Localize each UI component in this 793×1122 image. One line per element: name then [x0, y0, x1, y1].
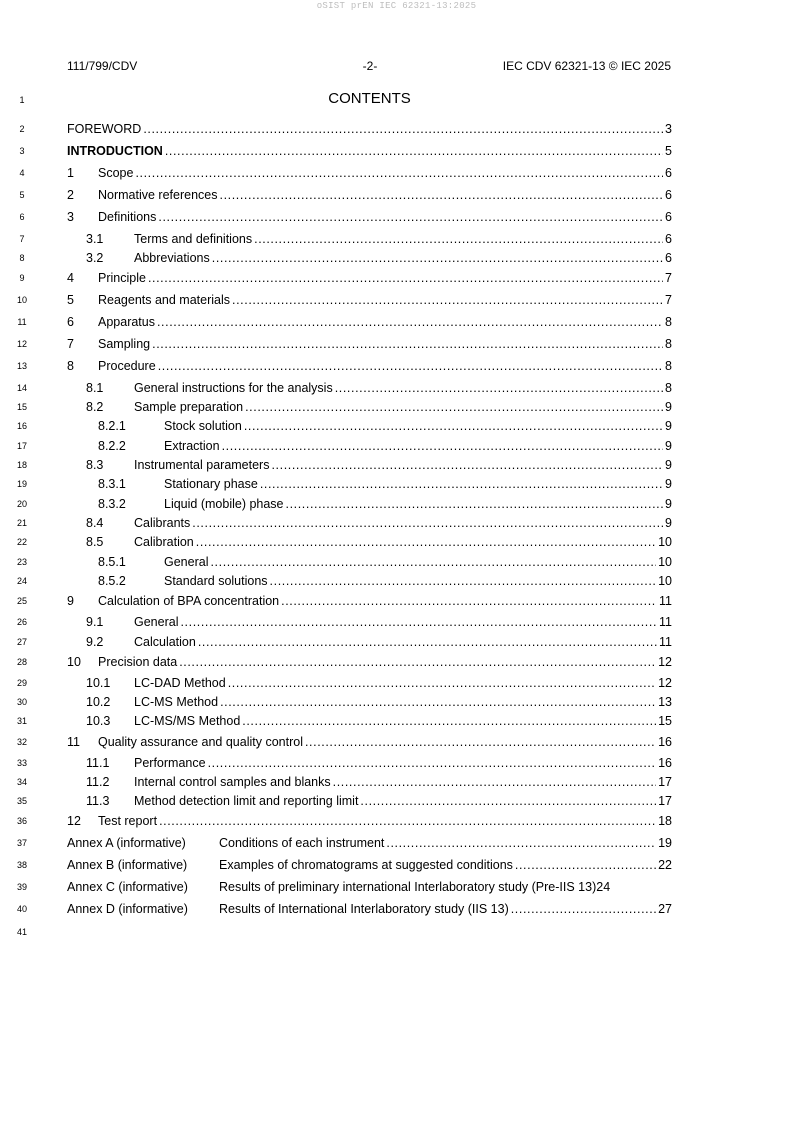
toc-entry-8-2[interactable] — [67, 399, 672, 415]
toc-label: Calibration — [134, 535, 194, 549]
toc-page: 3 — [665, 122, 672, 136]
leader-dots — [228, 675, 656, 691]
line-number: 21 — [16, 518, 27, 528]
toc-number: 11.1 — [86, 756, 110, 770]
toc-page: 13 — [658, 695, 672, 709]
line-number: 3 — [19, 146, 25, 156]
toc-page: 8 — [665, 315, 672, 329]
toc-page: 17 — [658, 775, 672, 789]
toc-label: Quality assurance and quality control — [98, 735, 303, 749]
leader-dots — [210, 554, 656, 570]
toc-entry-9-2[interactable] — [67, 634, 672, 650]
line-number: 38 — [16, 860, 27, 870]
toc-entry-8-5-1[interactable] — [67, 554, 672, 570]
line-number: 35 — [16, 796, 27, 806]
toc-label: Principle — [98, 271, 146, 285]
toc-entry-3[interactable] — [67, 209, 672, 225]
leader-dots — [254, 231, 663, 247]
line-number: 7 — [19, 234, 25, 244]
leader-dots — [135, 165, 663, 181]
line-number: 14 — [16, 383, 27, 393]
toc-entry-3-1[interactable] — [67, 231, 672, 247]
toc-page: 19 — [658, 836, 672, 850]
toc-number: 8.5.2 — [98, 574, 126, 588]
toc-entry-8-5-2[interactable] — [67, 573, 672, 589]
toc-entry-8-3[interactable] — [67, 457, 672, 473]
toc-entry-9[interactable] — [67, 593, 672, 609]
leader-dots — [286, 496, 664, 512]
leader-dots — [335, 380, 663, 396]
toc-label: Scope — [98, 166, 134, 180]
leader-dots — [143, 121, 663, 137]
toc-entry-4[interactable] — [67, 270, 672, 286]
toc-page: 9 — [665, 419, 672, 433]
leader-dots — [360, 793, 656, 809]
leader-dots — [220, 187, 664, 203]
toc-entry-8-3-2[interactable] — [67, 496, 672, 512]
leader-dots — [180, 614, 657, 630]
line-number: 9 — [19, 273, 25, 283]
toc-page: 12 — [658, 655, 672, 669]
line-number: 28 — [16, 657, 27, 667]
line-number: 27 — [16, 637, 27, 647]
toc-page: 7 — [665, 271, 672, 285]
toc-number: Annex D (informative) — [67, 902, 188, 916]
line-number: 12 — [16, 339, 27, 349]
leader-dots — [158, 209, 663, 225]
line-number: 34 — [16, 777, 27, 787]
leader-dots — [270, 573, 657, 589]
toc-number: 1 — [67, 166, 74, 180]
toc-entry-8-2-2[interactable] — [67, 438, 672, 454]
toc-entry-5[interactable] — [67, 292, 672, 308]
toc-page: 8 — [665, 359, 672, 373]
leader-dots — [157, 314, 663, 330]
line-number: 8 — [19, 253, 25, 263]
toc-page: 10 — [658, 555, 672, 569]
toc-number: 8.2 — [86, 400, 104, 414]
toc-entry-9-1[interactable] — [67, 614, 672, 630]
toc-label: Normative references — [98, 188, 218, 202]
toc-label: Calculation of BPA concentration — [98, 594, 280, 608]
toc-page: 10 — [658, 574, 672, 588]
leader-dots — [148, 270, 663, 286]
toc-label: Method detection limit and reporting limit — [134, 794, 359, 808]
toc-number: 10.1 — [86, 676, 111, 690]
toc-page: 9 — [665, 439, 672, 453]
toc-number: 8.5 — [86, 535, 104, 549]
toc-label: Results of preliminary international Interlaboratory study (Pre-IIS 13) — [219, 880, 597, 894]
toc-page: 9 — [665, 477, 672, 491]
toc-entry-annex-b[interactable] — [67, 857, 672, 873]
toc-label: LC-DAD Method — [134, 676, 226, 690]
line-number: 20 — [16, 499, 27, 509]
line-number: 33 — [16, 758, 27, 768]
line-number: 39 — [16, 882, 27, 892]
leader-dots — [305, 734, 656, 750]
toc-label: General — [164, 555, 209, 569]
leader-dots — [222, 438, 663, 454]
toc-label: FOREWORD — [67, 122, 142, 136]
toc-page: 11 — [659, 594, 672, 608]
line-number: 31 — [16, 716, 27, 726]
toc-page: 9 — [665, 458, 672, 472]
toc-label: INTRODUCTION — [67, 144, 163, 158]
toc-entry-2[interactable] — [67, 187, 672, 203]
leader-dots — [159, 813, 656, 829]
leader-dots — [198, 634, 657, 650]
toc-entry-7[interactable] — [67, 336, 672, 352]
leader-dots — [260, 476, 663, 492]
toc-label: Sample preparation — [134, 400, 244, 414]
toc-page: 15 — [658, 714, 672, 728]
toc-entry-3-2[interactable] — [67, 250, 672, 266]
line-number: 26 — [16, 617, 27, 627]
line-number: 37 — [16, 838, 27, 848]
line-number: 41 — [16, 927, 27, 937]
toc-entry-8-2-1[interactable] — [67, 418, 672, 434]
toc-entry-10[interactable] — [67, 654, 672, 670]
toc-page: 10 — [658, 535, 672, 549]
line-number: 19 — [16, 479, 27, 489]
toc-label: Extraction — [164, 439, 220, 453]
toc-page: 5 — [665, 144, 672, 158]
toc-label: Terms and definitions — [134, 232, 253, 246]
line-number: 1 — [19, 95, 25, 105]
line-number: 25 — [16, 596, 27, 606]
leader-dots — [281, 593, 657, 609]
toc-number: 3 — [67, 210, 74, 224]
toc-entry-8-3-1[interactable] — [67, 476, 672, 492]
line-number: 29 — [16, 678, 27, 688]
toc-entry-annex-a[interactable] — [67, 835, 672, 851]
toc-label: Examples of chromatograms at suggested conditions — [219, 858, 513, 872]
document-reference: 111/799/CDV — [67, 59, 138, 73]
line-number: 32 — [16, 737, 27, 747]
toc-label: Test report — [98, 814, 158, 828]
leader-dots — [515, 857, 656, 873]
toc-page: 18 — [658, 814, 672, 828]
toc-page: 6 — [665, 166, 672, 180]
toc-entry-1[interactable] — [67, 165, 672, 181]
toc-number: 8.1 — [86, 381, 104, 395]
line-number: 15 — [16, 402, 27, 412]
standard-copyright: IEC CDV 62321-13 © IEC 2025 — [502, 59, 671, 73]
toc-entry-8-4[interactable] — [67, 515, 672, 531]
toc-label: Apparatus — [98, 315, 155, 329]
toc-page: 8 — [665, 337, 672, 351]
toc-number: 8.3.2 — [98, 497, 126, 511]
toc-number: 3.2 — [86, 251, 104, 265]
toc-number: 8.2.1 — [98, 419, 126, 433]
toc-label: Results of International Interlaboratory study (IIS 13) — [219, 902, 509, 916]
line-number: 2 — [19, 124, 25, 134]
toc-label: Definitions — [98, 210, 157, 224]
toc-number: 5 — [67, 293, 74, 307]
leader-dots — [232, 292, 663, 308]
toc-entry-8[interactable] — [67, 358, 672, 374]
leader-dots — [333, 774, 656, 790]
toc-entry-8-1[interactable] — [67, 380, 672, 396]
toc-label: Performance — [134, 756, 206, 770]
leader-dots — [245, 399, 663, 415]
toc-number: 3.1 — [86, 232, 104, 246]
line-number: 24 — [16, 576, 27, 586]
leader-dots — [244, 418, 663, 434]
toc-page: 22 — [658, 858, 672, 872]
toc-number: 2 — [67, 188, 74, 202]
line-number: 11 — [17, 317, 27, 327]
toc-number: 8.2.2 — [98, 439, 126, 453]
toc-entry-11-1[interactable] — [67, 755, 672, 771]
toc-label: LC-MS Method — [134, 695, 219, 709]
toc-number: 7 — [67, 337, 74, 351]
toc-label: Stock solution — [164, 419, 242, 433]
toc-label: Conditions of each instrument — [219, 836, 385, 850]
toc-page: 9 — [665, 497, 672, 511]
leader-dots — [511, 901, 656, 917]
toc-page: 6 — [665, 232, 672, 246]
toc-label: Calculation — [134, 635, 196, 649]
toc-page: 11 — [659, 615, 672, 629]
toc-page: 6 — [665, 251, 672, 265]
line-number: 5 — [19, 190, 25, 200]
toc-label: Precision data — [98, 655, 178, 669]
toc-entry-annex-d[interactable] — [67, 901, 672, 917]
toc-page: 27 — [658, 902, 672, 916]
toc-page: 8 — [665, 381, 672, 395]
leader-dots — [212, 250, 663, 266]
line-number: 22 — [16, 537, 27, 547]
toc-label: Internal control samples and blanks — [134, 775, 331, 789]
toc-page: 11 — [659, 635, 672, 649]
watermark: oSIST prEN IEC 62321-13:2025 — [316, 1, 477, 11]
toc-entry-annex-c[interactable] — [67, 879, 672, 895]
toc-number: 10 — [67, 655, 81, 669]
leader-dots — [242, 713, 656, 729]
leader-dots — [220, 694, 656, 710]
toc-entry-12[interactable] — [67, 813, 672, 829]
toc-number: 4 — [67, 271, 74, 285]
toc-page: 9 — [665, 400, 672, 414]
toc-label: Standard solutions — [164, 574, 268, 588]
toc-page: 16 — [658, 735, 672, 749]
line-number: 13 — [16, 361, 27, 371]
toc-label: Procedure — [98, 359, 156, 373]
toc-page: 24 — [596, 880, 611, 894]
toc-number: 12 — [67, 814, 81, 828]
toc-label: Instrumental parameters — [134, 458, 270, 472]
toc-page: 17 — [658, 794, 672, 808]
toc-number: Annex A (informative) — [67, 836, 186, 850]
toc-page: 7 — [665, 293, 672, 307]
toc-entry-foreword[interactable] — [67, 121, 672, 137]
toc-number: 8.5.1 — [98, 555, 126, 569]
leader-dots — [271, 457, 663, 473]
toc-page: 6 — [665, 188, 672, 202]
leader-dots — [208, 755, 657, 771]
toc-number: 11 — [67, 735, 80, 749]
line-number: 36 — [16, 816, 27, 826]
line-number: 40 — [16, 904, 27, 914]
line-number: 23 — [16, 557, 27, 567]
toc-label: General — [134, 615, 179, 629]
toc-page: 9 — [665, 516, 672, 530]
toc-number: 9.2 — [86, 635, 104, 649]
toc-number: 11.3 — [86, 794, 110, 808]
line-number: 30 — [16, 697, 27, 707]
line-number: 10 — [16, 295, 27, 305]
toc-number: 9 — [67, 594, 74, 608]
toc-page: 6 — [665, 210, 672, 224]
page-number: -2- — [362, 59, 378, 73]
toc-number: 8 — [67, 359, 74, 373]
leader-dots — [152, 336, 663, 352]
toc-entry-10-2[interactable] — [67, 694, 672, 710]
toc-label: General instructions for the analysis — [134, 381, 333, 395]
toc-number: 8.3.1 — [98, 477, 126, 491]
toc-number: 11.2 — [86, 775, 110, 789]
line-number: 17 — [16, 441, 27, 451]
toc-number: 9.1 — [86, 615, 104, 629]
leader-dots — [386, 835, 656, 851]
toc-entry-8-5[interactable] — [67, 534, 672, 550]
toc-label: Abbreviations — [134, 251, 210, 265]
toc-number: 10.3 — [86, 714, 111, 728]
toc-number: Annex C (informative) — [67, 880, 188, 894]
line-number: 18 — [16, 460, 27, 470]
toc-entry-11-3[interactable] — [67, 793, 672, 809]
toc-number: 6 — [67, 315, 74, 329]
toc-number: 8.4 — [86, 516, 104, 530]
toc-label: Reagents and materials — [98, 293, 231, 307]
leader-dots — [196, 534, 656, 550]
toc-label: Calibrants — [134, 516, 191, 530]
page-title: CONTENTS — [328, 90, 411, 107]
toc-label: Liquid (mobile) phase — [164, 497, 284, 511]
toc-number: 10.2 — [86, 695, 111, 709]
toc-entry-11[interactable] — [67, 734, 672, 750]
toc-label: LC-MS/MS Method — [134, 714, 241, 728]
toc-number: Annex B (informative) — [67, 858, 188, 872]
toc-entry-10-3[interactable] — [67, 713, 672, 729]
toc-page: 16 — [658, 756, 672, 770]
line-number: 4 — [19, 168, 25, 178]
toc-page: 12 — [658, 676, 672, 690]
toc-entry-6[interactable] — [67, 314, 672, 330]
toc-label: Sampling — [98, 337, 151, 351]
leader-dots — [158, 358, 663, 374]
toc-entry-10-1[interactable] — [67, 675, 672, 691]
leader-dots — [192, 515, 663, 531]
toc-number: 8.3 — [86, 458, 104, 472]
line-number: 6 — [19, 212, 25, 222]
line-number: 16 — [16, 421, 27, 431]
leader-dots — [165, 143, 663, 159]
toc-entry-11-2[interactable] — [67, 774, 672, 790]
leader-dots — [179, 654, 656, 670]
toc-label: Stationary phase — [164, 477, 258, 491]
toc-entry-introduction[interactable] — [67, 143, 672, 159]
